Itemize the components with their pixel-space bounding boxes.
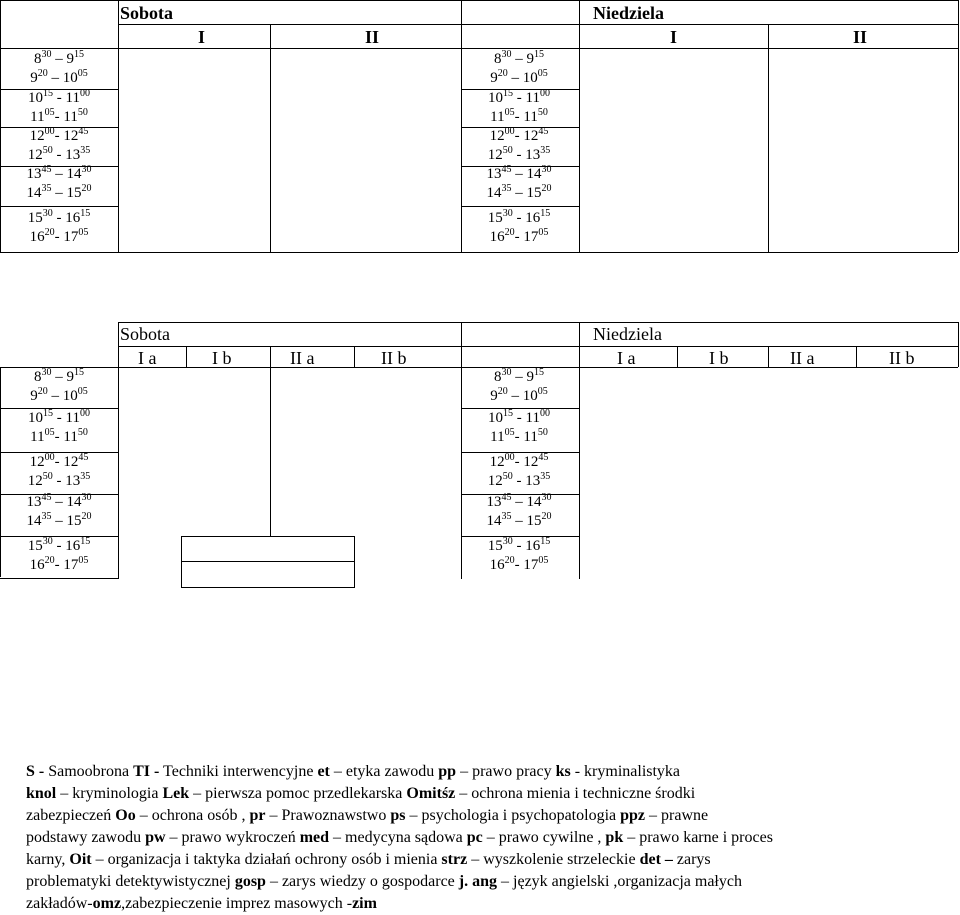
time-slot: $13^{45} - 14^{30}$ <box>26 492 92 510</box>
time-slot: $14^{35} - 15^{20}$ <box>486 183 552 201</box>
header-sunday: Niedziela <box>593 3 664 23</box>
time-slot: $8^{30} - 9^{15}$ <box>34 367 84 385</box>
legend-line <box>26 783 936 805</box>
time-slot: $13^{45} - 14^{30}$ <box>486 492 552 510</box>
time-slot: $12^{50} - 13^{35}$ <box>487 471 551 489</box>
abbreviation-meaning: zabezpieczeń <box>26 807 116 824</box>
time-slot: $14^{35} - 15^{20}$ <box>486 511 552 529</box>
subgroup-label: II a <box>290 348 315 368</box>
subgroup-label: II b <box>381 348 407 368</box>
abbreviation-meaning: – język angielski ,organizacja małych <box>497 873 742 890</box>
abbreviation-meaning: zakładów- <box>26 895 93 912</box>
time-slot: $16^{20}-$ $17^{05}$ <box>489 555 549 573</box>
abbreviation-meaning: – zarys wiedzy o gospodarce <box>265 873 459 890</box>
time-slot: $14^{35} - 15^{20}$ <box>26 183 92 201</box>
time-slot: $10^{15} - 11^{00}$ <box>488 408 550 426</box>
time-slot: $15^{30} - 16^{15}$ <box>487 208 551 226</box>
abbreviation: S - <box>26 763 45 780</box>
abbreviation: knol <box>26 785 57 802</box>
abbreviation: pc <box>466 829 483 846</box>
abbreviation: ppz <box>620 807 646 824</box>
abbreviation: Lek <box>162 785 190 802</box>
abbreviation-meaning: – kryminologia <box>56 785 163 802</box>
abbreviation-meaning: problematyki detektywistycznej <box>26 873 235 890</box>
abbreviation-meaning: – prawo pracy <box>456 763 556 780</box>
subgroup-label: I a <box>617 348 636 368</box>
abbreviation: Omitśz <box>406 785 456 802</box>
abbreviation-meaning: Samoobrona <box>44 763 134 780</box>
abbreviation: pk <box>605 829 624 846</box>
abbreviation-meaning: – ochrona osób , <box>135 807 250 824</box>
abbreviation-meaning: podstawy zawodu <box>26 829 146 846</box>
abbreviation-meaning: – Prawoznawstwo <box>265 807 391 824</box>
time-slot: $9^{20} - 10^{05}$ <box>490 386 548 404</box>
time-slot: $13^{45} - 14^{30}$ <box>486 164 552 182</box>
time-slot: $10^{15} - 11^{00}$ <box>28 88 90 106</box>
abbreviation: pr <box>249 807 266 824</box>
subgroup-label: II a <box>790 348 815 368</box>
time-slot: $9^{20} - 10^{05}$ <box>490 68 548 86</box>
time-slot: $8^{30} - 9^{15}$ <box>494 49 544 67</box>
time-slot: $11^{05}-$ $11^{50}$ <box>30 427 88 445</box>
time-slot: $12^{00}-$ $12^{45}$ <box>489 452 549 470</box>
time-slot: $15^{30} - 16^{15}$ <box>27 208 91 226</box>
group-label: I <box>198 27 206 47</box>
time-slot: $8^{30} - 9^{15}$ <box>34 49 84 67</box>
group-label: II <box>853 27 868 47</box>
abbreviation: ks <box>555 763 571 780</box>
subgroup-label: I a <box>138 348 157 368</box>
legend-line <box>26 805 936 827</box>
time-slot: $9^{20} - 10^{05}$ <box>30 68 88 86</box>
time-slot: $16^{20}-$ $17^{05}$ <box>29 555 89 573</box>
group-label: I <box>670 27 678 47</box>
abbreviations-legend <box>26 761 936 915</box>
abbreviation-meaning: – organizacja i taktyka działań ochrony osób i mienia <box>91 851 442 868</box>
legend-line <box>26 827 936 849</box>
subgroup-label: II b <box>889 348 915 368</box>
abbreviation: strz <box>441 851 468 868</box>
legend-line <box>26 871 936 893</box>
abbreviation-meaning: karny, <box>26 851 70 868</box>
time-slot: $14^{35} - 15^{20}$ <box>26 511 92 529</box>
abbreviation: med <box>299 829 330 846</box>
abbreviation: et <box>317 763 330 780</box>
abbreviation-meaning: zarys <box>672 851 711 868</box>
legend-line <box>26 849 936 871</box>
abbreviation: TI - <box>133 763 160 780</box>
abbreviation-meaning: – prawo wykroczeń <box>165 829 300 846</box>
subgroup-label: I b <box>709 348 729 368</box>
abbreviation: gosp <box>234 873 266 890</box>
abbreviation-meaning: ,zabezpieczenie imprez masowych - <box>121 895 353 912</box>
abbreviation-meaning: – medycyna sądowa <box>329 829 467 846</box>
abbreviation: Oo <box>115 807 136 824</box>
time-slot: $11^{05}-$ $11^{50}$ <box>490 107 548 125</box>
time-slot: $12^{00}-$ $12^{45}$ <box>489 126 549 144</box>
abbreviation-meaning: – prawo karne i proces <box>623 829 773 846</box>
legend-line <box>26 893 936 915</box>
abbreviation-meaning: Techniki interwencyjne <box>159 763 318 780</box>
abbreviation: Oit <box>69 851 92 868</box>
time-slot: $11^{05}-$ $11^{50}$ <box>490 427 548 445</box>
header-saturday: Sobota <box>120 3 174 23</box>
time-slot: $11^{05}-$ $11^{50}$ <box>30 107 88 125</box>
time-slot: $15^{30} - 16^{15}$ <box>487 536 551 554</box>
abbreviation-meaning: - kryminalistyka <box>570 763 681 780</box>
abbreviation: pp <box>438 763 457 780</box>
time-slot: $13^{45} - 14^{30}$ <box>26 164 92 182</box>
abbreviation-meaning: – prawo cywilne , <box>482 829 606 846</box>
abbreviation: zim <box>352 895 377 912</box>
subgroup-label: I b <box>212 348 232 368</box>
abbreviation-meaning: – psychologia i psychopatologia <box>405 807 621 824</box>
abbreviation-meaning: – prawne <box>645 807 709 824</box>
abbreviation-meaning: – pierwsza pomoc przedlekarska <box>189 785 407 802</box>
abbreviation: j. ang <box>458 873 498 890</box>
abbreviation: ps <box>390 807 406 824</box>
header-saturday: Sobota <box>120 324 171 344</box>
group-label: II <box>365 27 380 47</box>
time-slot: $10^{15} - 11^{00}$ <box>488 88 550 106</box>
abbreviation: det – <box>639 851 673 868</box>
time-slot: $16^{20}-$ $17^{05}$ <box>489 227 549 245</box>
time-slot: $8^{30} - 9^{15}$ <box>494 367 544 385</box>
abbreviation-meaning: – wyszkolenie strzeleckie <box>467 851 640 868</box>
abbreviation: omz <box>92 895 122 912</box>
time-slot: $9^{20} - 10^{05}$ <box>30 386 88 404</box>
header-sunday: Niedziela <box>593 324 662 344</box>
time-slot: $15^{30} - 16^{15}$ <box>27 536 91 554</box>
time-slot: $12^{50} - 13^{35}$ <box>487 145 551 163</box>
time-slot: $16^{20}-$ $17^{05}$ <box>29 227 89 245</box>
abbreviation: pw <box>145 829 166 846</box>
abbreviation-meaning: – ochrona mienia i techniczne środki <box>455 785 696 802</box>
time-slot: $12^{50} - 13^{35}$ <box>27 471 91 489</box>
time-slot: $12^{50} - 13^{35}$ <box>27 145 91 163</box>
legend-line <box>26 761 936 783</box>
abbreviation-meaning: – etyka zawodu <box>329 763 439 780</box>
time-slot: $12^{00}-$ $12^{45}$ <box>29 452 89 470</box>
time-slot: $12^{00}-$ $12^{45}$ <box>29 126 89 144</box>
time-slot: $10^{15} - 11^{00}$ <box>28 408 90 426</box>
